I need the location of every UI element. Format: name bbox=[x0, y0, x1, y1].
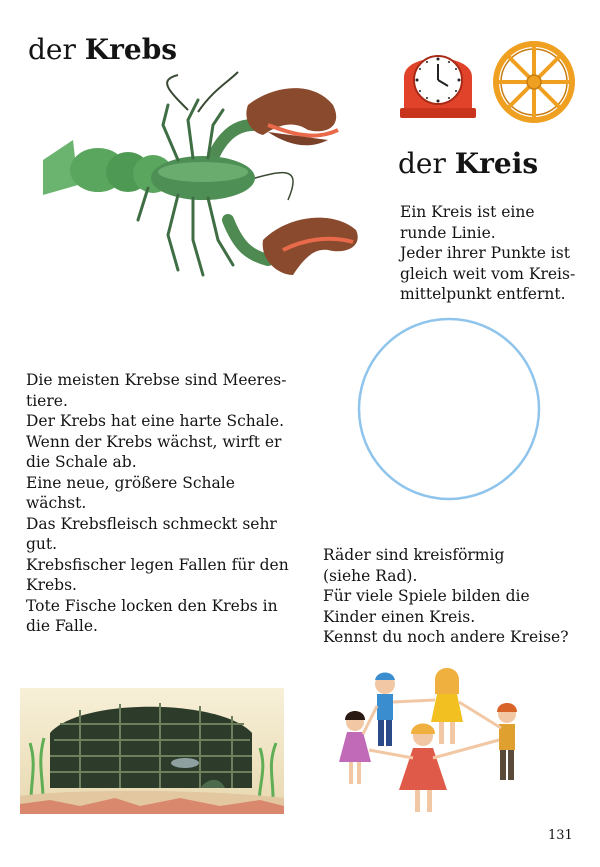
kreis-line: Für viele Spiele bilden die bbox=[323, 587, 530, 605]
kreis-heading bbox=[398, 147, 539, 180]
krebs-line: Der Krebs hat eine harte Schale. bbox=[26, 412, 285, 430]
krebs-line: Tote Fische locken den Krebs in bbox=[26, 596, 278, 615]
krebs-line: Krebs. bbox=[26, 576, 77, 594]
krebs-heading bbox=[28, 33, 178, 66]
kreis-line: Räder sind kreisförmig bbox=[323, 546, 505, 564]
kreis-definition bbox=[400, 202, 575, 305]
krebs-article: der bbox=[28, 33, 76, 66]
definition-line: runde Linie. bbox=[400, 223, 496, 242]
definition-line: Jeder ihrer Punkte ist bbox=[400, 244, 570, 262]
krebs-noun: Krebs bbox=[84, 33, 178, 66]
krebs-line: wächst. bbox=[26, 494, 87, 512]
definition-line: gleich weit vom Kreis- bbox=[400, 264, 576, 283]
kreis-noun: Kreis bbox=[454, 147, 539, 180]
krebs-line: Wenn der Krebs wächst, wirft er bbox=[26, 432, 282, 451]
krebs-line: die Falle. bbox=[26, 617, 98, 635]
krebs-line: Krebsfischer legen Fallen für den bbox=[26, 555, 289, 574]
page-number: 131 bbox=[548, 828, 573, 843]
definition-line: mittelpunkt entfernt. bbox=[400, 285, 566, 303]
krebs-line: die Schale ab. bbox=[26, 453, 137, 471]
lobster-illustration bbox=[38, 70, 368, 320]
kreis-line: (siehe Rad). bbox=[323, 566, 418, 585]
krebs-line: Eine neue, größere Schale bbox=[26, 473, 235, 492]
kreis-line: Kennst du noch andere Kreise? bbox=[323, 628, 569, 646]
circle-illustration bbox=[356, 316, 542, 502]
krebs-text bbox=[26, 370, 289, 637]
kreis-article: der bbox=[398, 147, 446, 180]
clock-icon bbox=[398, 42, 478, 122]
children-circle-illustration bbox=[325, 662, 525, 822]
lobster-trap-illustration bbox=[20, 688, 284, 814]
kreis-text bbox=[323, 545, 569, 648]
krebs-line: Die meisten Krebse sind Meeres- bbox=[26, 371, 287, 389]
definition-line: Ein Kreis ist eine bbox=[400, 203, 535, 221]
kreis-line: Kinder einen Kreis. bbox=[323, 607, 476, 626]
krebs-line: gut. bbox=[26, 535, 58, 553]
wheel-icon bbox=[492, 40, 576, 124]
krebs-line: tiere. bbox=[26, 391, 68, 410]
krebs-line: Das Krebsfleisch schmeckt sehr bbox=[26, 514, 277, 533]
